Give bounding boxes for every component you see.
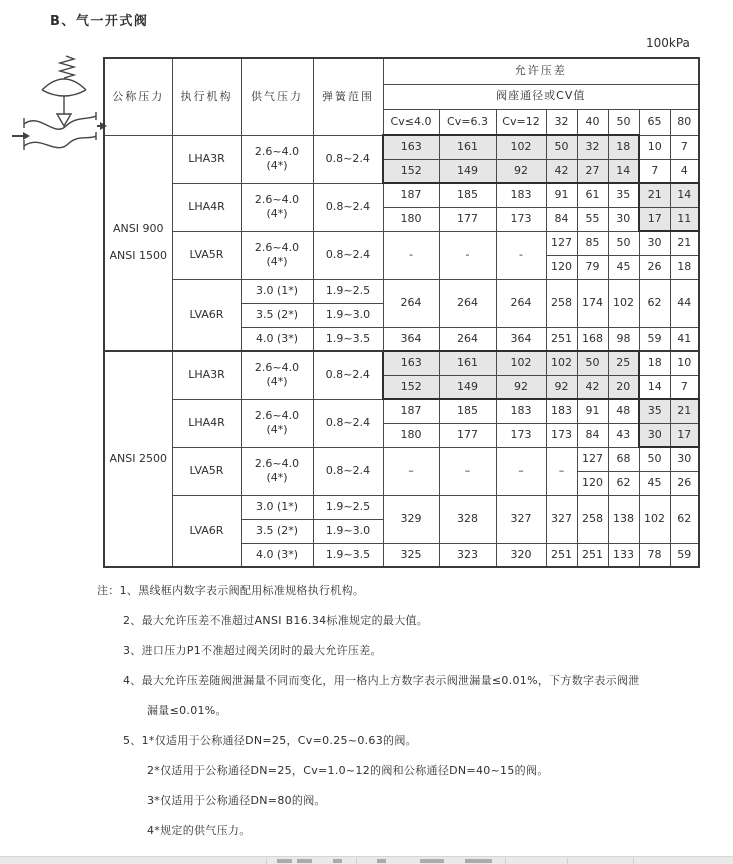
header-nominal-pressure: 公称压力	[104, 58, 172, 135]
dp-cell: 251	[546, 327, 577, 351]
supply-cell	[241, 231, 313, 279]
dp-cell: 127	[546, 231, 577, 255]
dp-cell: 11	[670, 207, 699, 231]
bottom-bar-segment	[377, 859, 386, 863]
dp-cell: 62	[608, 471, 639, 495]
dp-cell: 59	[639, 327, 670, 351]
dp-cell: 92	[496, 159, 546, 183]
dp-cell: 48	[608, 399, 639, 423]
dp-cell: 26	[639, 255, 670, 279]
pressure-class-line: ANSI 2500	[109, 451, 167, 465]
dp-cell: 102	[608, 279, 639, 327]
dash-cell: –	[383, 447, 439, 495]
dp-cell: 61	[577, 183, 608, 207]
spring-cell: 0.8~2.4	[313, 351, 383, 399]
dp-cell: 30	[608, 207, 639, 231]
supply-cell: 3.0 (1*)	[241, 495, 313, 519]
header-cv-col: 40	[577, 109, 608, 135]
dp-cell: 327	[496, 495, 546, 543]
bottom-bar-segment	[297, 859, 312, 863]
dp-cell: 30	[639, 423, 670, 447]
actuator-cell: LHA3R	[172, 351, 241, 399]
dp-cell: 323	[439, 543, 496, 567]
actuator-cell: LVA6R	[172, 279, 241, 351]
dp-cell: 44	[670, 279, 699, 327]
dash-cell: -	[439, 231, 496, 279]
header-cv-col: Cv=12	[496, 109, 546, 135]
spring-cell: 1.9~3.5	[313, 543, 383, 567]
dp-cell: 21	[670, 399, 699, 423]
actuator-cell: LHA4R	[172, 399, 241, 447]
note-line: 3*仅适用于公称通径DN=80的阀。	[147, 794, 326, 807]
supply-value: 2.6~4.0	[254, 192, 300, 206]
notes-block	[97, 584, 713, 854]
dp-cell: 364	[496, 327, 546, 351]
dp-cell: 7	[639, 159, 670, 183]
dash-cell: –	[439, 447, 496, 495]
dp-cell: 32	[577, 135, 608, 159]
dp-cell: 84	[546, 207, 577, 231]
dp-cell: 26	[670, 471, 699, 495]
dp-cell: 127	[577, 447, 608, 471]
dp-cell: 102	[639, 495, 670, 543]
spring-cell: 0.8~2.4	[313, 447, 383, 495]
dp-cell: 173	[546, 423, 577, 447]
dp-cell: 43	[608, 423, 639, 447]
header-supply-pressure: 供气压力	[241, 58, 313, 135]
dp-cell: 120	[577, 471, 608, 495]
dp-cell: 10	[639, 135, 670, 159]
dp-cell: 50	[546, 135, 577, 159]
dp-cell: 177	[439, 423, 496, 447]
spring-cell: 1.9~3.5	[313, 327, 383, 351]
bottom-bar-tick	[266, 858, 267, 864]
dp-cell: 55	[577, 207, 608, 231]
supply-cell: 4.0 (3*)	[241, 543, 313, 567]
dp-cell: 102	[496, 135, 546, 159]
dp-cell: 163	[383, 351, 439, 375]
supply-value: 2.6~4.0	[254, 144, 300, 158]
dp-cell: 183	[546, 399, 577, 423]
dp-cell: 328	[439, 495, 496, 543]
dp-cell: 102	[546, 351, 577, 375]
note-line: 3、进口压力P1不准超过阀关闭时的最大允许压差。	[123, 644, 382, 657]
dp-cell: 152	[383, 375, 439, 399]
dp-cell: 4	[670, 159, 699, 183]
dp-cell: 35	[608, 183, 639, 207]
dp-cell: 168	[577, 327, 608, 351]
dp-cell: 187	[383, 183, 439, 207]
dash-cell: –	[546, 447, 577, 495]
dp-cell: 329	[383, 495, 439, 543]
supply-cell: 3.5 (2*)	[241, 519, 313, 543]
supply-cell: 3.0 (1*)	[241, 279, 313, 303]
actuator-cell: LVA5R	[172, 447, 241, 495]
dp-cell: 163	[383, 135, 439, 159]
valve-schematic-icon	[12, 54, 107, 160]
spring-cell: 1.9~2.5	[313, 495, 383, 519]
spring-cell: 1.9~3.0	[313, 519, 383, 543]
dp-cell: 251	[546, 543, 577, 567]
supply-note: (4*)	[266, 159, 288, 172]
dp-cell: 325	[383, 543, 439, 567]
note-line: 注：1、黑线框内数字表示阀配用标准规格执行机构。	[97, 584, 365, 597]
supply-value: 2.6~4.0	[254, 408, 300, 422]
dp-cell: 183	[496, 183, 546, 207]
bottom-bar-segment	[333, 859, 342, 863]
actuator-cell: LVA5R	[172, 231, 241, 279]
dp-cell: 364	[383, 327, 439, 351]
dp-cell: 161	[439, 351, 496, 375]
dp-cell: 25	[608, 351, 639, 375]
note-line: 4、最大允许压差随阀泄漏量不同而变化，用一格内上方数字表示阀泄漏量≤0.01%，下方数字表示阀泄	[123, 674, 640, 687]
dp-cell: 42	[577, 375, 608, 399]
bottom-bar-segment	[420, 859, 444, 863]
header-actuator: 执行机构	[172, 58, 241, 135]
dp-cell: 183	[496, 399, 546, 423]
note-line: 漏量≤0.01%。	[147, 704, 227, 717]
page-title: B、气一开式阀	[50, 14, 149, 29]
dp-cell: 7	[670, 375, 699, 399]
actuator-cell: LHA4R	[172, 183, 241, 231]
supply-note: (4*)	[266, 375, 288, 389]
dp-cell: 21	[670, 231, 699, 255]
pressure-class-line: ANSI 1500	[109, 249, 167, 263]
supply-cell: 4.0 (3*)	[241, 327, 313, 351]
pressure-differential-table	[103, 57, 700, 568]
header-allowable-dp: 允许压差	[383, 58, 699, 84]
dp-cell: 21	[639, 183, 670, 207]
supply-cell	[241, 135, 313, 183]
spring-cell: 0.8~2.4	[313, 231, 383, 279]
dp-cell: 78	[639, 543, 670, 567]
supply-cell	[241, 351, 313, 399]
supply-note: (4*)	[266, 423, 288, 436]
dp-cell: 18	[670, 255, 699, 279]
dp-cell: 84	[577, 423, 608, 447]
dp-cell: 327	[546, 495, 577, 543]
dp-cell: 27	[577, 159, 608, 183]
dp-cell: 50	[577, 351, 608, 375]
dp-cell: 180	[383, 423, 439, 447]
dp-cell: 18	[608, 135, 639, 159]
dp-cell: 30	[639, 231, 670, 255]
dp-cell: 30	[670, 447, 699, 471]
dp-cell: 14	[608, 159, 639, 183]
note-line: 2*仅适用于公称通径DN=25，Cv=1.0~12的阀和公称通径DN=40~15的阀。	[147, 764, 549, 777]
supply-cell	[241, 183, 313, 231]
dp-cell: 264	[383, 279, 439, 327]
dp-cell: 187	[383, 399, 439, 423]
dp-cell: 14	[670, 183, 699, 207]
header-cv-col: 65	[639, 109, 670, 135]
dp-cell: 62	[639, 279, 670, 327]
dp-cell: 258	[577, 495, 608, 543]
dp-cell: 161	[439, 135, 496, 159]
dp-cell: 180	[383, 207, 439, 231]
dp-cell: 120	[546, 255, 577, 279]
bottom-bar-tick	[356, 858, 357, 864]
bottom-bar-tick	[505, 858, 506, 864]
dp-cell: 17	[639, 207, 670, 231]
spring-cell: 1.9~2.5	[313, 279, 383, 303]
dp-cell: 173	[496, 423, 546, 447]
supply-note: (4*)	[266, 207, 288, 220]
pressure-class-cell	[104, 135, 172, 351]
dp-cell: 41	[670, 327, 699, 351]
dp-cell: 91	[577, 399, 608, 423]
dp-cell: 138	[608, 495, 639, 543]
bottom-bar-segment	[277, 859, 292, 863]
dp-cell: 14	[639, 375, 670, 399]
dp-cell: 185	[439, 399, 496, 423]
header-seat-or-cv: 阀座通径或CV值	[383, 84, 699, 109]
pressure-class-cell	[104, 351, 172, 567]
dash-cell: –	[496, 447, 546, 495]
dp-cell: 258	[546, 279, 577, 327]
dp-cell: 264	[439, 279, 496, 327]
dp-cell: 7	[670, 135, 699, 159]
dp-cell: 98	[608, 327, 639, 351]
supply-note: (4*)	[266, 471, 288, 484]
dp-cell: 85	[577, 231, 608, 255]
supply-cell: 3.5 (2*)	[241, 303, 313, 327]
spring-cell: 0.8~2.4	[313, 399, 383, 447]
supply-note: (4*)	[266, 255, 288, 268]
dp-cell: 149	[439, 159, 496, 183]
supply-cell	[241, 399, 313, 447]
dp-cell: 45	[608, 255, 639, 279]
dp-cell: 45	[639, 471, 670, 495]
actuator-cell: LHA3R	[172, 135, 241, 183]
dp-cell: 62	[670, 495, 699, 543]
spring-cell: 0.8~2.4	[313, 135, 383, 183]
dp-cell: 50	[608, 231, 639, 255]
header-spring-range: 弹簧范围	[313, 58, 383, 135]
dp-cell: 133	[608, 543, 639, 567]
supply-value: 2.6~4.0	[254, 240, 300, 254]
note-line: 5、1*仅适用于公称通径DN=25，Cv=0.25~0.63的阀。	[123, 734, 417, 747]
dp-cell: 264	[496, 279, 546, 327]
dp-cell: 174	[577, 279, 608, 327]
dp-cell: 50	[639, 447, 670, 471]
dp-cell: 92	[546, 375, 577, 399]
dp-cell: 152	[383, 159, 439, 183]
dp-cell: 17	[670, 423, 699, 447]
dp-cell: 20	[608, 375, 639, 399]
dash-cell: -	[383, 231, 439, 279]
dp-cell: 68	[608, 447, 639, 471]
bottom-bar-tick	[567, 858, 568, 864]
dp-cell: 79	[577, 255, 608, 279]
dp-cell: 102	[496, 351, 546, 375]
actuator-cell: LVA6R	[172, 495, 241, 567]
dp-cell: 185	[439, 183, 496, 207]
dp-cell: 35	[639, 399, 670, 423]
dp-cell: 264	[439, 327, 496, 351]
dp-cell: 149	[439, 375, 496, 399]
spring-cell: 1.9~3.0	[313, 303, 383, 327]
dp-cell: 320	[496, 543, 546, 567]
header-cv-col: Cv=6.3	[439, 109, 496, 135]
header-cv-col: 32	[546, 109, 577, 135]
header-cv-col: Cv≤4.0	[383, 109, 439, 135]
supply-cell	[241, 447, 313, 495]
bottom-bar-segment	[465, 859, 492, 863]
dp-cell: 10	[670, 351, 699, 375]
note-line: 4*规定的供气压力。	[147, 824, 251, 837]
supply-value: 2.6~4.0	[254, 360, 300, 374]
header-cv-col: 80	[670, 109, 699, 135]
dp-cell: 177	[439, 207, 496, 231]
dp-cell: 173	[496, 207, 546, 231]
dash-cell: -	[496, 231, 546, 279]
header-cv-col: 50	[608, 109, 639, 135]
unit-label: 100kPa	[646, 36, 690, 50]
note-line: 2、最大允许压差不准超过ANSI B16.34标准规定的最大值。	[123, 614, 429, 627]
supply-value: 2.6~4.0	[254, 456, 300, 470]
spring-cell: 0.8~2.4	[313, 183, 383, 231]
dp-cell: 92	[496, 375, 546, 399]
pressure-class-line: ANSI 900	[113, 221, 164, 235]
dp-cell: 42	[546, 159, 577, 183]
bottom-bar-tick	[633, 858, 634, 864]
dp-cell: 251	[577, 543, 608, 567]
dp-cell: 18	[639, 351, 670, 375]
dp-cell: 59	[670, 543, 699, 567]
dp-cell: 91	[546, 183, 577, 207]
bottom-edge-bar	[0, 856, 733, 864]
